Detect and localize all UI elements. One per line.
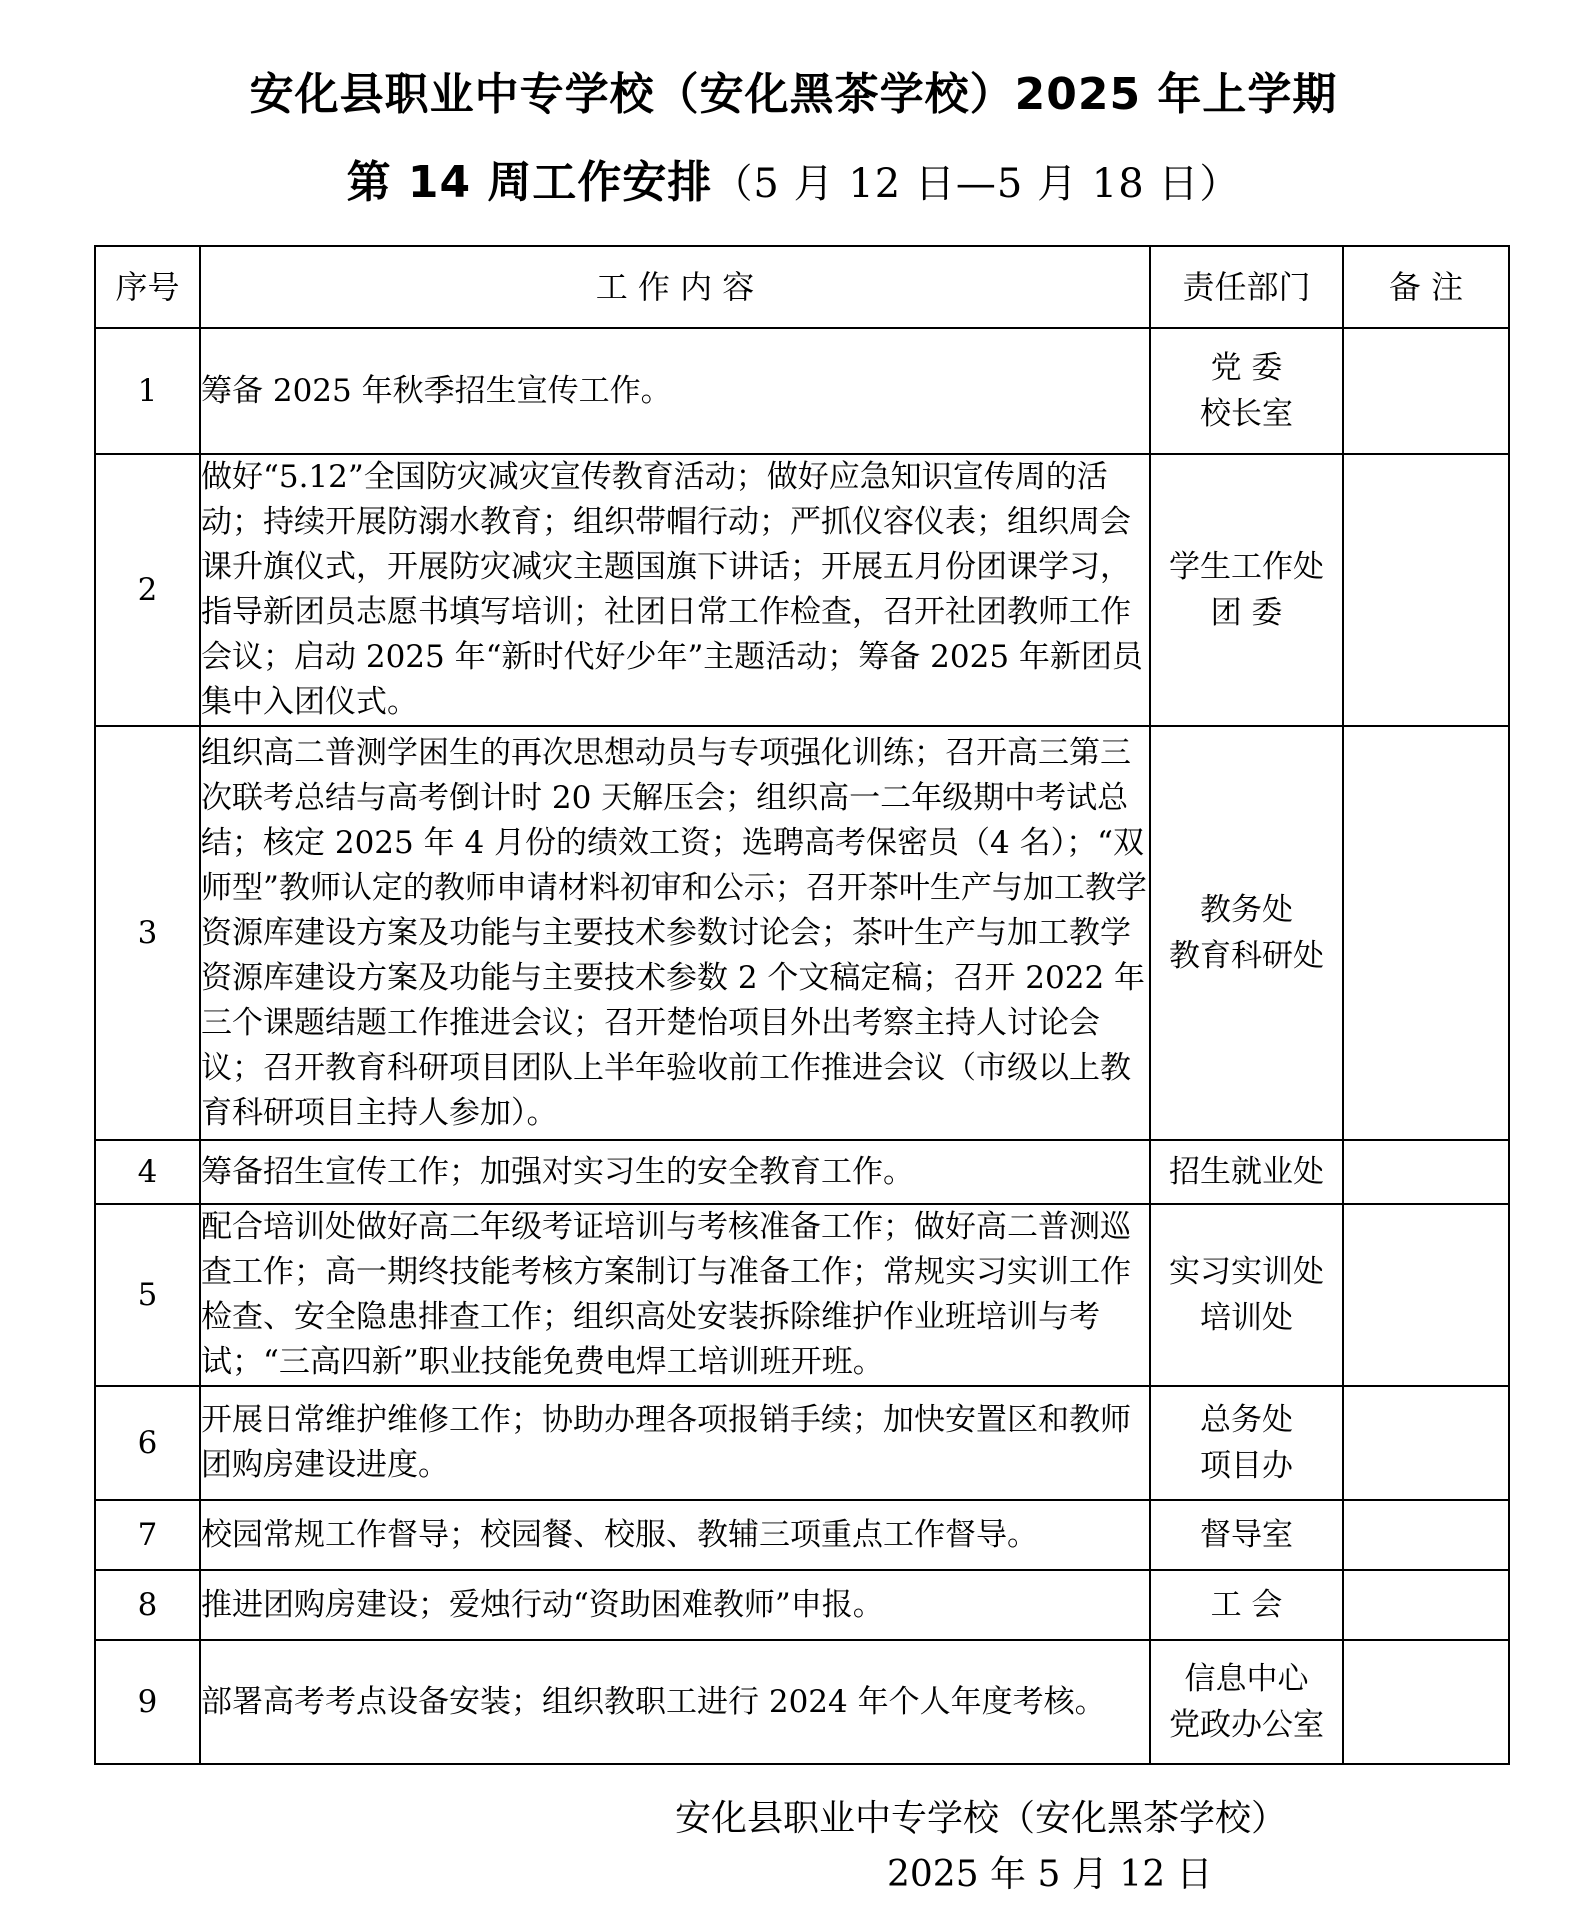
signature-date: 2025 年 5 月 12 日 [887,1854,1213,1895]
header-seq: 序号 [95,246,200,328]
dept-line: 总务处 [1200,1402,1293,1438]
row-dept [1150,328,1343,454]
row-dept [1150,1640,1343,1764]
row-content: 配合培训处做好高二年级考证培训与考核准备工作；做好高二普测巡查工作；高一期终技能考核方案制订与准备工作；常规实习实训工作检查、安全隐患排查工作；组织高处安装拆除维护作业班培训与考试；“三高四新”职业技能免费电焊工培训班开班。 [200,1204,1150,1386]
row-dept [1150,1386,1343,1500]
signature-org: 安化县职业中专学校（安化黑茶学校） [675,1798,1288,1839]
document-subtitle [0,146,1587,210]
dept-line: 校长室 [1200,396,1293,432]
header-note: 备 注 [1343,246,1509,328]
row-dept [1150,726,1343,1140]
dept-line: 招生就业处 [1169,1154,1324,1190]
table-row [95,328,1509,454]
row-dept [1150,1140,1343,1204]
dept-line: 工 会 [1210,1587,1283,1623]
dept-line: 信息中心 [1184,1661,1309,1697]
dept-line: 学生工作处 [1169,549,1324,585]
row-content: 推进团购房建设；爱烛行动“资助困难教师”申报。 [200,1570,1150,1640]
table-row [95,1386,1509,1500]
row-seq: 6 [95,1386,200,1500]
dept-line: 项目办 [1200,1448,1293,1484]
row-content: 组织高二普测学困生的再次思想动员与专项强化训练；召开高三第三次联考总结与高考倒计时 20 天解压会；组织高一二年级期中考试总结；核定 2025 年 4 月份的绩效工资；选聘高考保密员（4 名）；“双师型”教师认定的教师申请材料初审和公示；召开茶叶生产与加工教学资源库建设方案及功能与主要技术参数讨论会；茶叶生产与加工教学资源库建设方案及功能与主要技术参数 2 个文稿定稿；召开 2022 年三个课题结题工作推进会议；召开楚怡项目外出考察主持人讨论会议；召开教育科研项目团队上半年验收前工作推进会议（市级以上教育科研项目主持人参加）。 [200,726,1150,1140]
row-seq: 7 [95,1500,200,1570]
row-seq: 3 [95,726,200,1140]
row-note [1343,1386,1509,1500]
dept-line: 培训处 [1200,1300,1293,1336]
row-content: 筹备 2025 年秋季招生宣传工作。 [200,328,1150,454]
row-note [1343,726,1509,1140]
row-note [1343,454,1509,726]
row-note [1343,328,1509,454]
table-row [95,1140,1509,1204]
table-row [95,1640,1509,1764]
row-seq: 1 [95,328,200,454]
dept-line: 督导室 [1200,1517,1293,1553]
row-content: 校园常规工作督导；校园餐、校服、教辅三项重点工作督导。 [200,1500,1150,1570]
row-dept [1150,1500,1343,1570]
row-content: 开展日常维护维修工作；协助办理各项报销手续；加快安置区和教师团购房建设进度。 [200,1386,1150,1500]
table-row [95,1500,1509,1570]
dept-line: 教育科研处 [1169,938,1324,974]
row-note [1343,1500,1509,1570]
dept-line: 教务处 [1200,892,1293,928]
dept-line: 团 委 [1210,595,1283,631]
row-content: 做好“5.12”全国防灾减灾宣传教育活动；做好应急知识宣传周的活动；持续开展防溺水教育；组织带帽行动；严抓仪容仪表；组织周会课升旗仪式，开展防灾减灾主题国旗下讲话；开展五月份团课学习，指导新团员志愿书填写培训；社团日常工作检查，召开社团教师工作会议；启动 2025 年“新时代好少年”主题活动；筹备 2025 年新团员集中入团仪式。 [200,454,1150,726]
schedule-table [94,245,1510,1765]
dept-line: 党 委 [1210,350,1283,386]
header-content: 工 作 内 容 [200,246,1150,328]
row-note [1343,1570,1509,1640]
row-dept [1150,1570,1343,1640]
week-label: 第 14 周工作安排 [346,157,713,208]
table-row [95,1204,1509,1386]
row-content: 部署高考考点设备安装；组织教职工进行 2024 年个人年度考核。 [200,1640,1150,1764]
row-seq: 4 [95,1140,200,1204]
row-seq: 8 [95,1570,200,1640]
row-content: 筹备招生宣传工作；加强对实习生的安全教育工作。 [200,1140,1150,1204]
document-title: 安化县职业中专学校（安化黑茶学校）2025 年上学期 [249,69,1338,120]
row-seq: 5 [95,1204,200,1386]
dept-line: 实习实训处 [1169,1254,1324,1290]
row-dept [1150,1204,1343,1386]
table-header-row [95,246,1509,328]
row-note [1343,1204,1509,1386]
header-dept: 责任部门 [1150,246,1343,328]
row-note [1343,1640,1509,1764]
date-range: （5 月 12 日—5 月 18 日） [712,161,1241,207]
table-row [95,454,1509,726]
table-row [95,726,1509,1140]
row-note [1343,1140,1509,1204]
row-dept [1150,454,1343,726]
row-seq: 9 [95,1640,200,1764]
table-row [95,1570,1509,1640]
row-seq: 2 [95,454,200,726]
dept-line: 党政办公室 [1169,1707,1324,1743]
